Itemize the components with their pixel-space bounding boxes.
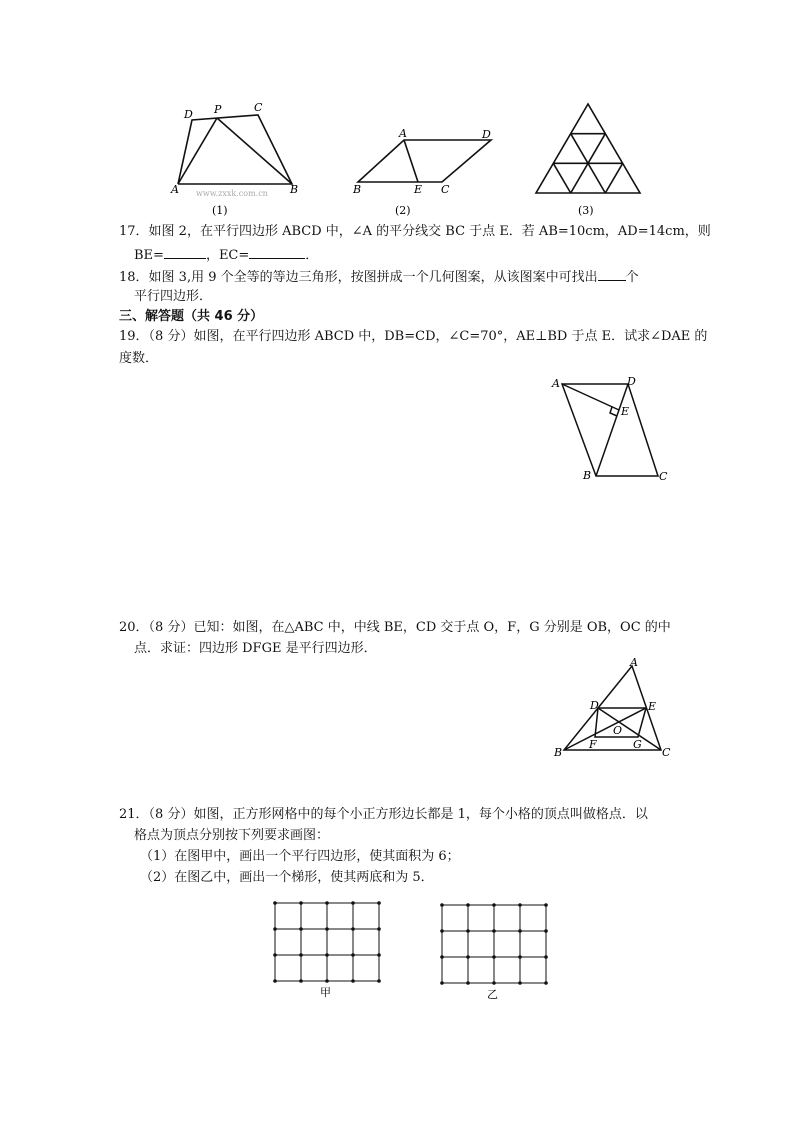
grid-point[interactable] xyxy=(466,981,470,985)
q20-label-A: A xyxy=(630,656,638,669)
q20-line1: 20．（8 分）已知：如图，在△ABC 中，中线 BE，CD 交于点 O，F，G 分别是 OB，OC 的中 xyxy=(119,620,671,635)
grid-point[interactable] xyxy=(377,953,381,957)
grid-point[interactable] xyxy=(351,979,355,983)
q18-text: 18．如图 3,用 9 个全等的等边三角形，按图拼成一个几何图案，从该图案中可找出 xyxy=(119,270,598,285)
grid-point[interactable] xyxy=(492,981,496,985)
fig2-label-B: B xyxy=(353,183,362,196)
grid-point[interactable] xyxy=(544,981,548,985)
grid-point[interactable] xyxy=(299,979,303,983)
q21-line1: 21．（8 分）如图，正方形网格中的每个小正方形边长都是 1，每个小格的顶点叫做格点．以 xyxy=(119,807,648,822)
q20-figure xyxy=(548,656,678,764)
grid-point[interactable] xyxy=(466,955,470,959)
q20-label-E: E xyxy=(648,700,657,713)
q21-item2: （2）在图乙中，画出一个梯形，使其两底和为 5． xyxy=(140,870,434,885)
grid-point[interactable] xyxy=(466,903,470,907)
grid-point[interactable] xyxy=(325,953,329,957)
grid-point[interactable] xyxy=(544,929,548,933)
q20-label-B: B xyxy=(554,746,563,759)
grid-point[interactable] xyxy=(377,927,381,931)
q20-line2: 点．求证：四边形 DFGE 是平行四边形． xyxy=(134,641,377,656)
grid-point[interactable] xyxy=(492,955,496,959)
fig1-label-D: D xyxy=(184,108,193,121)
q21-grids xyxy=(260,895,560,1010)
grid-point[interactable] xyxy=(377,901,381,905)
fig2-label-E: E xyxy=(414,183,423,196)
q19-line2: 度数． xyxy=(119,351,159,366)
grid-point[interactable] xyxy=(518,955,522,959)
fig1-label-B: B xyxy=(290,183,299,196)
q17-end: ． xyxy=(305,248,319,263)
grid-point[interactable] xyxy=(325,901,329,905)
fig1-caption: (1) xyxy=(212,204,228,217)
q21-line2: 格点为顶点分别按下列要求画图： xyxy=(134,828,330,843)
grid-point[interactable] xyxy=(492,903,496,907)
figure-2-parallelogram xyxy=(358,140,491,182)
q20-label-C: C xyxy=(662,746,671,759)
grid-point[interactable] xyxy=(325,979,329,983)
grid-yi-caption: 乙 xyxy=(487,988,498,1001)
q19-figure xyxy=(540,370,680,490)
top-figures xyxy=(0,0,794,225)
grid-point[interactable] xyxy=(351,901,355,905)
grid-point[interactable] xyxy=(325,927,329,931)
grid-point[interactable] xyxy=(299,927,303,931)
grid-point[interactable] xyxy=(351,927,355,931)
q17-line1: 17．如图 2，在平行四边形 ABCD 中，∠A 的平分线交 BC 于点 E．若 AB=10cm，AD=14cm，则 xyxy=(119,224,711,239)
grid-point[interactable] xyxy=(440,981,444,985)
q20-label-O: O xyxy=(613,724,623,737)
grid-point[interactable] xyxy=(273,901,277,905)
grid-point[interactable] xyxy=(299,953,303,957)
section-3-heading: 三、解答题（共 46 分） xyxy=(119,309,264,324)
fig2-label-D: D xyxy=(482,128,491,141)
fig1-label-A: A xyxy=(171,183,179,196)
grid-point[interactable] xyxy=(273,927,277,931)
q20-label-F: F xyxy=(589,738,597,751)
fig1-label-C: C xyxy=(254,101,263,114)
grid-point[interactable] xyxy=(518,903,522,907)
grid-yi xyxy=(440,903,548,985)
q17-line2 xyxy=(134,245,318,265)
fig3-caption: (3) xyxy=(578,204,594,217)
q19-label-C: C xyxy=(659,470,668,483)
grid-point[interactable] xyxy=(440,929,444,933)
grid-point[interactable] xyxy=(440,955,444,959)
q17-be-blank xyxy=(164,245,206,259)
q20-label-G: G xyxy=(633,738,642,751)
figure-3-triangles xyxy=(536,104,640,193)
q19-label-B: B xyxy=(583,469,592,482)
watermark: www.zxxk.com.cn xyxy=(196,189,268,198)
q19-label-E: E xyxy=(621,405,630,418)
q19-line1: 19．（8 分）如图，在平行四边形 ABCD 中，DB=CD，∠C=70°，AE⊥BD 于点 E．试求∠DAE 的 xyxy=(119,329,708,344)
fig2-caption: (2) xyxy=(395,204,411,217)
q17-be-label: BE= xyxy=(134,248,164,263)
grid-point[interactable] xyxy=(518,981,522,985)
grid-point[interactable] xyxy=(544,955,548,959)
grid-point[interactable] xyxy=(492,929,496,933)
grid-point[interactable] xyxy=(377,979,381,983)
fig2-label-A: A xyxy=(399,127,407,140)
q18-blank xyxy=(598,267,626,281)
grid-point[interactable] xyxy=(273,979,277,983)
grid-point[interactable] xyxy=(544,903,548,907)
q19-label-A: A xyxy=(552,377,560,390)
q20-label-D: D xyxy=(590,699,599,712)
q19-label-D: D xyxy=(627,375,636,388)
figure-1-trapezoid xyxy=(178,115,292,184)
grid-point[interactable] xyxy=(518,929,522,933)
q21-item1: （1）在图甲中，画出一个平行四边形，使其面积为 6； xyxy=(140,849,460,864)
grid-point[interactable] xyxy=(299,901,303,905)
fig2-label-C: C xyxy=(441,183,450,196)
q18-line1 xyxy=(119,267,639,287)
q17-ec-blank xyxy=(249,245,305,259)
q18-text-end: 个 xyxy=(625,270,639,285)
grid-point[interactable] xyxy=(466,929,470,933)
grid-point[interactable] xyxy=(440,903,444,907)
grid-jia xyxy=(273,901,381,983)
q18-line2: 平行四边形． xyxy=(134,289,213,304)
q17-ec-label: ，EC= xyxy=(205,248,250,263)
grid-point[interactable] xyxy=(351,953,355,957)
grid-jia-caption: 甲 xyxy=(320,986,331,999)
fig1-label-P: P xyxy=(214,103,222,116)
grid-point[interactable] xyxy=(273,953,277,957)
